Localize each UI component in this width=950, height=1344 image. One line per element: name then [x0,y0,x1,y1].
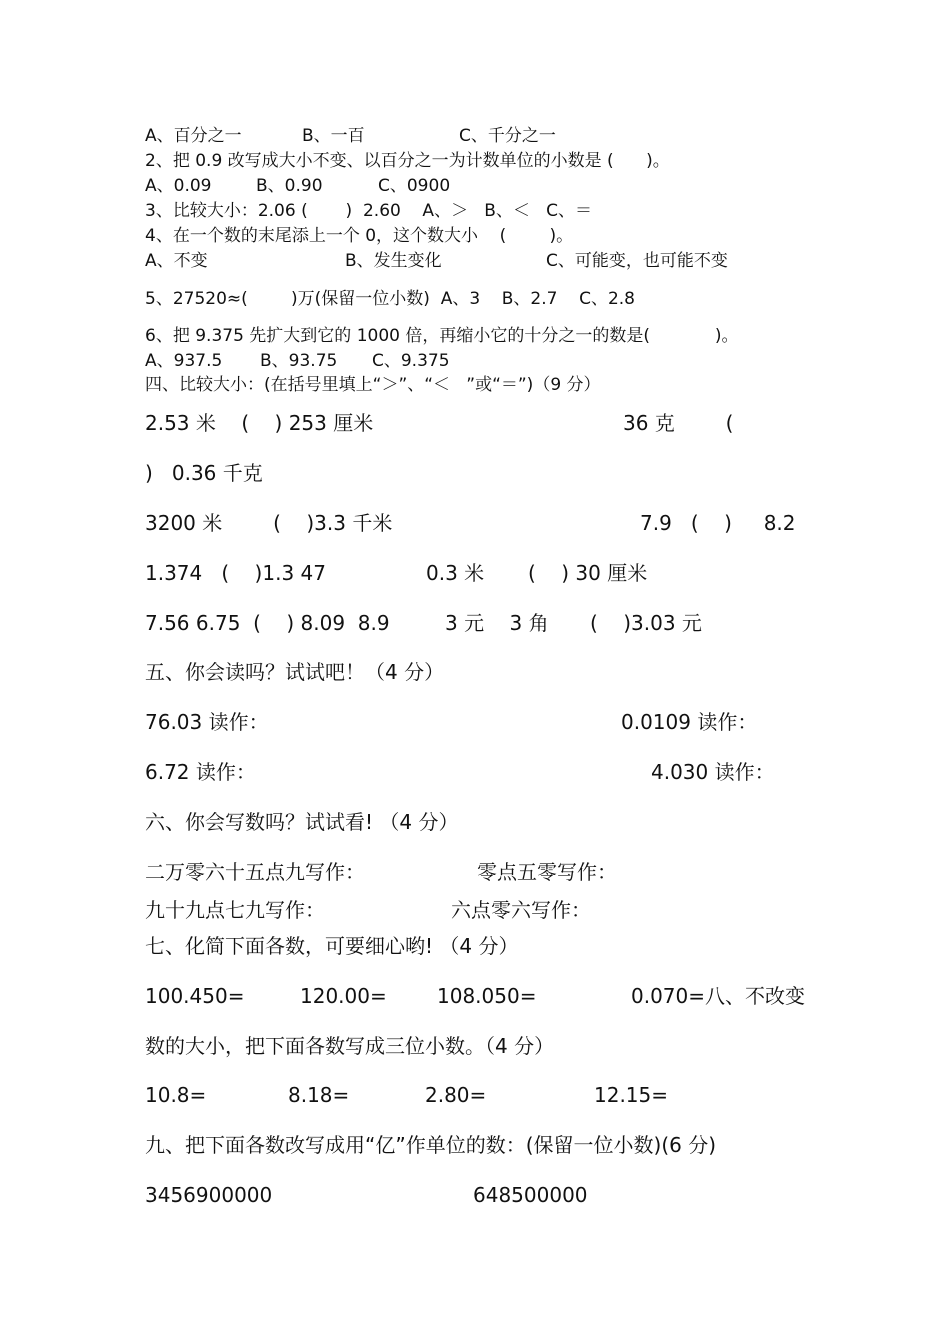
q6-option-c: C、9.375 [372,351,450,371]
section-4-title: 四、比较大小：(在括号里填上“＞”、“＜ ”或“＝”)（9 分） [145,375,601,395]
compare-3-right: ( ) 30 厘米 [528,561,648,585]
section-7-title: 七、化简下面各数，可要细心哟! （4 分） [145,934,519,958]
write-1-right: 零点五零写作： [477,860,617,884]
read-2-right: 4.030 读作： [651,760,775,784]
section-5-title: 五、你会读吗？试试吧！（4 分） [145,660,445,684]
section-9-title: 九、把下面各数改写成用“亿”作单位的数：(保留一位小数)(6 分) [145,1133,717,1157]
question-5: 5、27520≈( )万(保留一位小数) A、3 B、2.7 C、2.8 [145,289,635,309]
simplify-d: 0.070=八、不改变 [631,984,806,1008]
compare-2-left: 3200 米 ( )3.3 千米 [145,511,393,535]
q1-option-c: C、千分之一 [459,126,556,146]
compare-1-continued: ) 0.36 千克 [145,461,263,485]
compare-2-right: 7.9 ( ) 8.2 [640,511,796,535]
section-8-continued: 数的大小，把下面各数写成三位小数。（4 分） [145,1034,555,1058]
section-6-title: 六、你会写数吗？试试看! （4 分） [145,810,459,834]
q2-option-b: B、0.90 [256,176,323,196]
write-2-left: 九十九点七九写作： [145,898,325,922]
three-decimal-b: 8.18= [288,1083,350,1107]
read-2-left: 6.72 读作： [145,760,256,784]
question-2: 2、把 0.9 改写成大小不变、以百分之一为计数单位的小数是 ( )。 [145,151,670,171]
q2-option-c: C、0900 [378,176,451,196]
simplify-a: 100.450= [145,984,245,1008]
write-2-right: 六点零六写作： [451,898,591,922]
compare-4-middle: 3 元 3 角 [445,611,549,635]
three-decimal-a: 10.8= [145,1083,207,1107]
compare-4-left: 7.56 6.75 ( ) 8.09 8.9 [145,611,390,635]
q6-option-a: A、937.5 [145,351,223,371]
q4-option-c: C、可能变，也可能不变 [546,251,728,271]
compare-3-left: 1.374 ( )1.3 47 [145,561,326,585]
read-1-right: 0.0109 读作： [621,710,758,734]
read-1-left: 76.03 读作： [145,710,269,734]
write-1-left: 二万零六十五点九写作： [145,860,365,884]
question-4: 4、在一个数的末尾添上一个 0，这个数大小 ( )。 [145,226,574,246]
yi-number-a: 3456900000 [145,1183,273,1207]
simplify-b: 120.00= [300,984,387,1008]
q1-option-b: B、一百 [302,126,365,146]
compare-1-right: 36 克 ( [623,411,734,435]
q4-option-a: A、不变 [145,251,208,271]
q2-option-a: A、0.09 [145,176,212,196]
compare-3-middle: 0.3 米 [426,561,485,585]
q6-option-b: B、93.75 [260,351,338,371]
q1-option-a: A、百分之一 [145,126,242,146]
compare-1-left: 2.53 米 ( ) 253 厘米 [145,411,374,435]
question-3: 3、比较大小：2.06 ( ) 2.60 A、＞ B、＜ C、＝ [145,201,593,221]
three-decimal-d: 12.15= [594,1083,669,1107]
q4-option-b: B、发生变化 [345,251,442,271]
three-decimal-c: 2.80= [425,1083,487,1107]
simplify-c: 108.050= [437,984,537,1008]
question-6: 6、把 9.375 先扩大到它的 1000 倍，再缩小它的十分之一的数是( )。 [145,326,739,346]
yi-number-b: 648500000 [473,1183,588,1207]
compare-4-right: ( )3.03 元 [590,611,702,635]
